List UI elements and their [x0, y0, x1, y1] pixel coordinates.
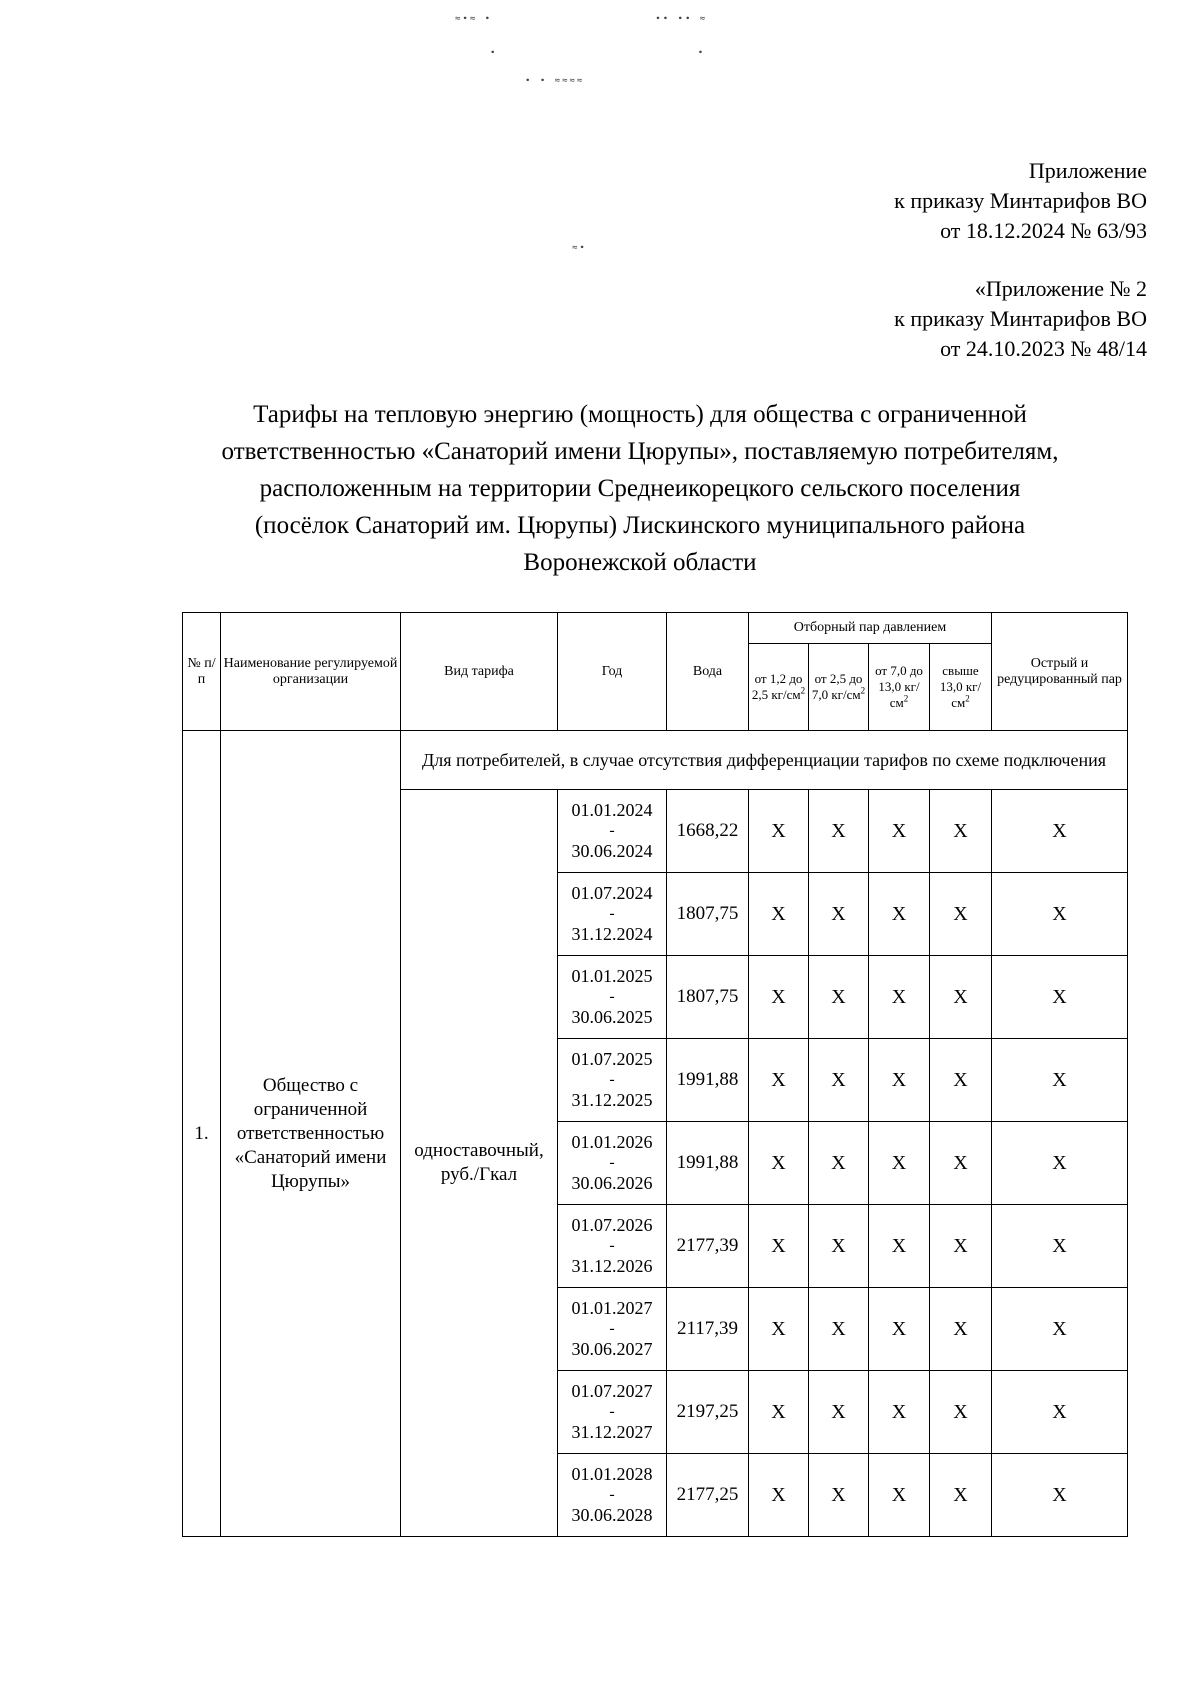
- header-steam-sup: 2: [860, 685, 866, 696]
- appendix-reference-current: [894, 156, 1147, 246]
- steam-1-value: X: [749, 1454, 809, 1537]
- period-separator: -: [609, 822, 615, 839]
- scan-artifact: ≈∙: [572, 243, 587, 253]
- period-to: 30.06.2025: [571, 1007, 653, 1027]
- appendix-line: от 18.12.2024 № 63/93: [940, 218, 1147, 243]
- period-cell: [558, 873, 667, 956]
- consumer-group-label: Для потребителей, в случае отсутствия дифференциации тарифов по схеме подключения: [401, 731, 1128, 790]
- period-to: 31.12.2025: [571, 1090, 653, 1110]
- steam-4-value: X: [930, 1205, 992, 1288]
- period-from: 01.01.2024: [571, 800, 653, 820]
- steam-3-value: X: [869, 1454, 930, 1537]
- appendix-line: «Приложение № 2: [974, 276, 1147, 301]
- period-from: 01.01.2025: [571, 966, 653, 986]
- period-to: 31.12.2027: [571, 1422, 653, 1442]
- steam-2-value: X: [809, 1039, 869, 1122]
- period-separator: -: [609, 1154, 615, 1171]
- header-year: Год: [558, 613, 667, 731]
- period-cell: [558, 1039, 667, 1122]
- appendix-line: к приказу Минтарифов ВО: [894, 188, 1147, 213]
- header-row-number: № п/п: [183, 613, 221, 731]
- steam-4-value: X: [930, 956, 992, 1039]
- sharp-steam-value: X: [992, 1371, 1128, 1454]
- title-line: ответственностью «Санаторий имени Цюрупы», поставляемую потребителям,: [221, 438, 1059, 465]
- appendix-line: к приказу Минтарифов ВО: [894, 306, 1147, 331]
- period-cell: [558, 1288, 667, 1371]
- period-cell: [558, 1205, 667, 1288]
- water-tariff: 2177,25: [667, 1454, 749, 1537]
- row-number: 1.: [183, 731, 221, 1537]
- appendix-line: от 24.10.2023 № 48/14: [940, 336, 1147, 361]
- steam-3-value: X: [869, 1039, 930, 1122]
- steam-2-value: X: [809, 956, 869, 1039]
- steam-4-value: X: [930, 873, 992, 956]
- header-steam-group: Отборный пар давлением: [749, 613, 992, 644]
- steam-2-value: X: [809, 1288, 869, 1371]
- water-tariff: 1807,75: [667, 873, 749, 956]
- header-steam-text: от 2,5 до 7,0 кг/см: [811, 671, 863, 702]
- period-cell: [558, 1454, 667, 1537]
- scan-artifact: ∙ ∙ ≈≈≈≈: [525, 76, 585, 86]
- tariff-table: [182, 612, 1128, 1537]
- header-steam-7-0-to-13-0: [869, 644, 930, 731]
- period-from: 01.01.2028: [571, 1464, 653, 1484]
- steam-2-value: X: [809, 1454, 869, 1537]
- steam-2-value: X: [809, 873, 869, 956]
- period-separator: -: [609, 1403, 615, 1420]
- steam-1-value: X: [749, 956, 809, 1039]
- appendix-reference-original: [894, 274, 1147, 364]
- water-tariff: 1807,75: [667, 956, 749, 1039]
- steam-2-value: X: [809, 1205, 869, 1288]
- sharp-steam-value: X: [992, 1039, 1128, 1122]
- title-line: (посёлок Санаторий им. Цюрупы) Лискинского муниципального района: [254, 512, 1026, 539]
- period-from: 01.07.2025: [571, 1049, 653, 1069]
- period-to: 30.06.2024: [571, 841, 653, 861]
- period-to: 30.06.2027: [571, 1339, 653, 1359]
- period-cell: [558, 1371, 667, 1454]
- steam-3-value: X: [869, 873, 930, 956]
- steam-4-value: X: [930, 1454, 992, 1537]
- tariff-type: одноставочный, руб./Гкал: [401, 790, 558, 1537]
- period-cell: [558, 956, 667, 1039]
- period-from: 01.01.2027: [571, 1298, 653, 1318]
- steam-3-value: X: [869, 1122, 930, 1205]
- document-title: [150, 396, 1130, 581]
- water-tariff: 1668,22: [667, 790, 749, 873]
- steam-2-value: X: [809, 1122, 869, 1205]
- steam-3-value: X: [869, 1288, 930, 1371]
- steam-3-value: X: [869, 1205, 930, 1288]
- scan-artifact: ∙ ∙: [490, 48, 706, 58]
- sharp-steam-value: X: [992, 1454, 1128, 1537]
- steam-3-value: X: [869, 956, 930, 1039]
- header-steam-text: свыше 13,0 кг/см: [939, 663, 982, 710]
- water-tariff: 2117,39: [667, 1288, 749, 1371]
- steam-4-value: X: [930, 1288, 992, 1371]
- header-steam-sup: 2: [903, 693, 909, 704]
- steam-3-value: X: [869, 1371, 930, 1454]
- steam-1-value: X: [749, 873, 809, 956]
- period-separator: -: [609, 905, 615, 922]
- period-from: 01.07.2027: [571, 1381, 653, 1401]
- period-from: 01.07.2026: [571, 1215, 653, 1235]
- header-steam-text: от 7,0 до 13,0 кг/см: [875, 663, 923, 710]
- steam-1-value: X: [749, 1288, 809, 1371]
- header-steam-over-13-0: [930, 644, 992, 731]
- steam-3-value: X: [869, 790, 930, 873]
- period-cell: [558, 1122, 667, 1205]
- organization-name: Общество с ограниченной ответственностью «Санаторий имени Цюрупы»: [221, 731, 401, 1537]
- header-steam-sup: 2: [800, 685, 806, 696]
- sharp-steam-value: X: [992, 790, 1128, 873]
- steam-1-value: X: [749, 1371, 809, 1454]
- steam-2-value: X: [809, 1371, 869, 1454]
- period-separator: -: [609, 988, 615, 1005]
- period-separator: -: [609, 1486, 615, 1503]
- sharp-steam-value: X: [992, 1122, 1128, 1205]
- period-separator: -: [609, 1237, 615, 1254]
- water-tariff: 2197,25: [667, 1371, 749, 1454]
- scan-artifact: ≈∙≈ ∙ ∙∙ ∙∙ ≈: [455, 14, 708, 24]
- header-tariff-type: Вид тарифа: [401, 613, 558, 731]
- steam-2-value: X: [809, 790, 869, 873]
- header-organization: Наименование регулируемой организации: [221, 613, 401, 731]
- steam-1-value: X: [749, 790, 809, 873]
- period-separator: -: [609, 1320, 615, 1337]
- header-steam-2-5-to-7-0: [809, 644, 869, 731]
- period-to: 31.12.2024: [571, 924, 653, 944]
- water-tariff: 1991,88: [667, 1122, 749, 1205]
- steam-1-value: X: [749, 1039, 809, 1122]
- steam-4-value: X: [930, 1039, 992, 1122]
- title-line: Тарифы на тепловую энергию (мощность) для общества с ограниченной: [253, 401, 1027, 428]
- header-steam-text: от 1,2 до 2,5 кг/см: [751, 671, 803, 702]
- steam-1-value: X: [749, 1205, 809, 1288]
- period-to: 30.06.2026: [571, 1173, 653, 1193]
- period-from: 01.07.2024: [571, 883, 653, 903]
- steam-4-value: X: [930, 1122, 992, 1205]
- sharp-steam-value: X: [992, 956, 1128, 1039]
- steam-1-value: X: [749, 1122, 809, 1205]
- period-separator: -: [609, 1071, 615, 1088]
- water-tariff: 2177,39: [667, 1205, 749, 1288]
- header-sharp-steam: Острый и редуцированный пар: [992, 613, 1128, 731]
- period-to: 31.12.2026: [571, 1256, 653, 1276]
- header-steam-1-2-to-2-5: [749, 644, 809, 731]
- sharp-steam-value: X: [992, 873, 1128, 956]
- steam-4-value: X: [930, 790, 992, 873]
- header-water: Вода: [667, 613, 749, 731]
- sharp-steam-value: X: [992, 1288, 1128, 1371]
- period-cell: [558, 790, 667, 873]
- period-from: 01.01.2026: [571, 1132, 653, 1152]
- appendix-line: Приложение: [1028, 158, 1147, 183]
- steam-4-value: X: [930, 1371, 992, 1454]
- sharp-steam-value: X: [992, 1205, 1128, 1288]
- header-steam-sup: 2: [965, 693, 970, 704]
- period-to: 30.06.2028: [571, 1505, 653, 1525]
- title-line: Воронежской области: [523, 549, 757, 576]
- water-tariff: 1991,88: [667, 1039, 749, 1122]
- title-line: расположенным на территории Среднеикорецкого сельского поселения: [259, 475, 1021, 502]
